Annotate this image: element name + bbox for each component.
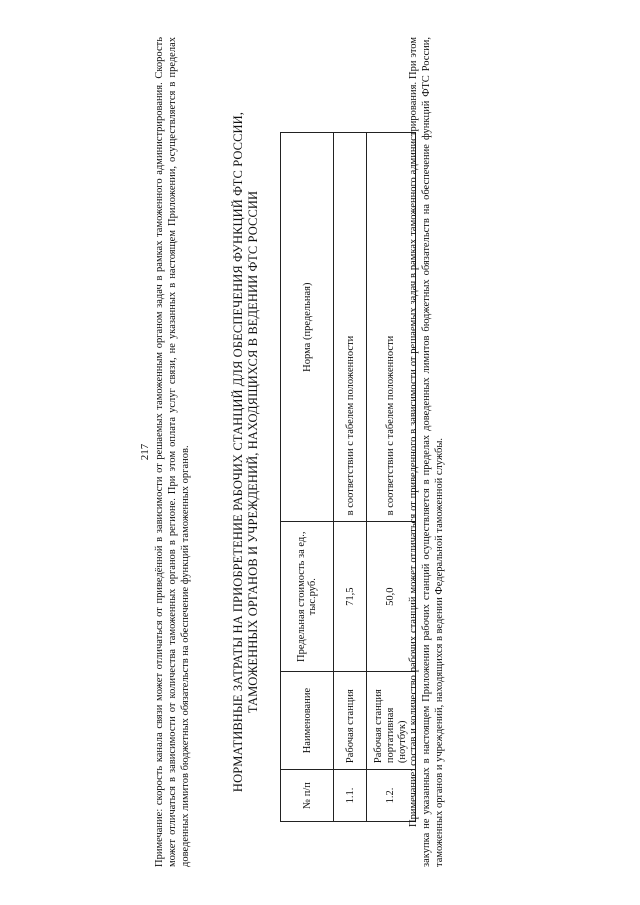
rotated-page	[139, 27, 495, 877]
page-number: 217	[139, 443, 151, 461]
cell-norm: в соответствии с табелем положенности	[367, 133, 416, 522]
table-header-row	[281, 133, 334, 822]
cell-norm: в соответствии с табелем положенности	[334, 133, 367, 522]
table-row	[334, 133, 367, 822]
cell-name: Рабочая станция портативная (ноутбук)	[367, 672, 416, 770]
cell-name: Рабочая станция	[334, 672, 367, 770]
heading-line-1: НОРМАТИВНЫЕ ЗАТРАТЫ НА ПРИОБРЕТЕНИЕ РАБОЧИХ СТАНЦИЙ ДЛЯ ОБЕСПЕЧЕНИЯ ФУНКЦИЙ ФТС РОССИИ,	[231, 111, 245, 793]
note-workstations	[407, 37, 447, 867]
section-heading	[231, 37, 261, 867]
cell-number: 1.2.	[367, 770, 416, 822]
workstation-cost-table	[280, 132, 416, 822]
cell-cost: 50,0	[367, 522, 416, 672]
cell-number: 1.1.	[334, 770, 367, 822]
header-number: № п/п	[281, 770, 334, 822]
note-workstations-text: Примечание: состав и количество рабочих станций может отличаться от приведенного в зависимости от решаемых задач в рамках таможенного администрирования. При этом закупка не указанных в настоящем Приложении рабочих станций осуществляется в пределах доведенных лимитов бюджетных обязательств на обеспечение функций ФТС России, таможенных органов и учреждений, находящихся в ведении Федеральной таможенной службы.	[408, 37, 446, 867]
heading-line-2: ТАМОЖЕННЫХ ОРГАНОВ И УЧРЕЖДЕНИЙ, НАХОДЯЩИХСЯ В ВЕДЕНИИ ФТС РОССИИ	[246, 190, 260, 714]
note-communication-speed: Примечание: скорость канала связи может отличаться от приведённой в зависимости от решаемых таможенным органом задач в рамках таможенного администрирования. Скорость может отличаться в зависимости от количества таможенных органов в регионе. При этом оплата услуг связи, не указанных в настоящем Приложении, осуществляется в пределах доведенных лимитов бюджетных обязательств на обеспечение функций таможенных органов.	[154, 37, 192, 867]
header-max-cost: Предельная стоимость за ед., тыс.руб.	[281, 522, 334, 672]
cell-cost: 71,5	[334, 522, 367, 672]
header-norm: Норма (предельная)	[281, 133, 334, 522]
header-name: Наименование	[281, 672, 334, 770]
